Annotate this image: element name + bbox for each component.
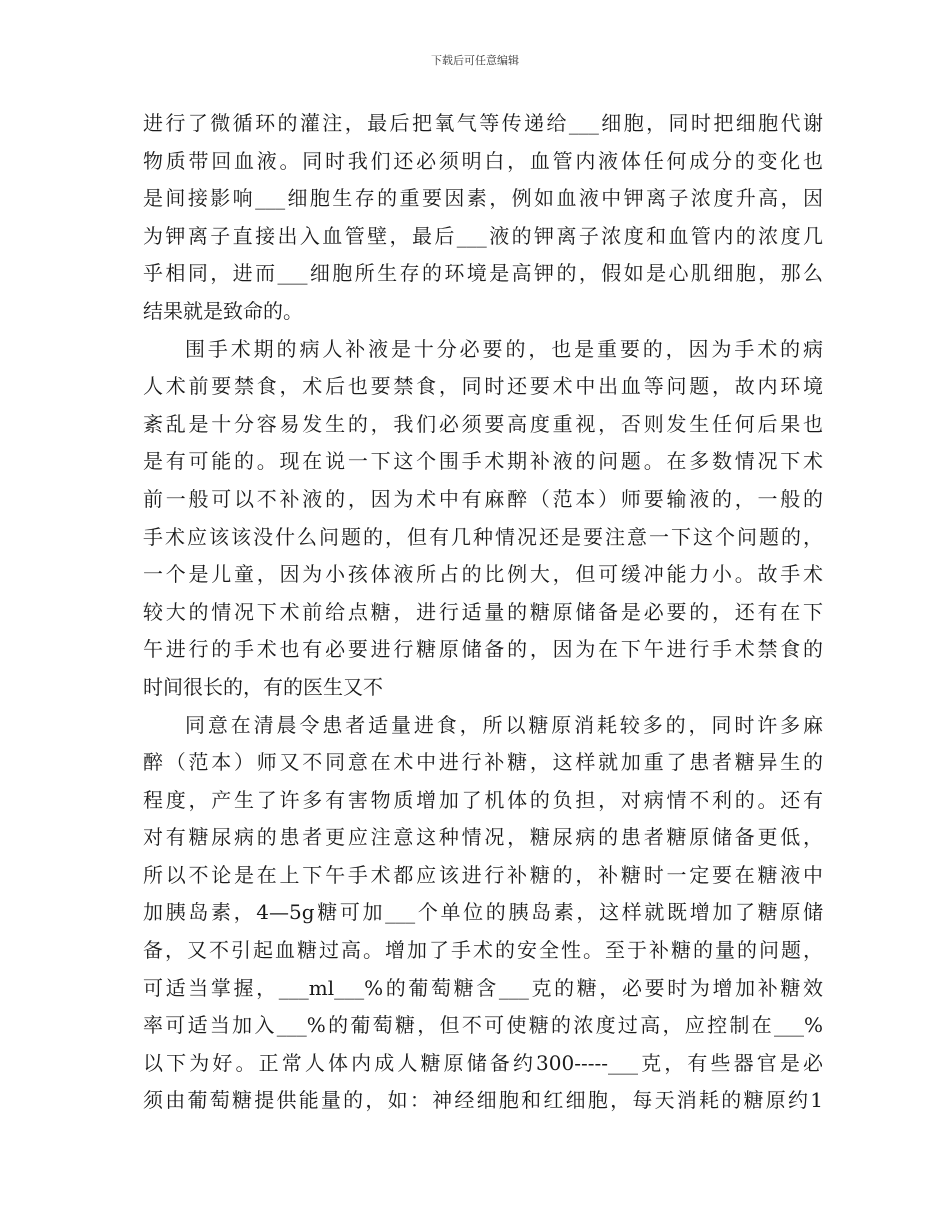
page-header: 下载后可任意编辑: [431, 54, 519, 67]
text-line: 前一般可以不补液的，因为术中有麻醉（范本）师要输液的，一般的: [143, 486, 823, 511]
text-line: 备，又不引起血糖过高。增加了手术的安全性。至于补糖的量的问题，: [143, 938, 823, 963]
text-line: 进行了微循环的灌注，最后把氧气等传递给___细胞，同时把细胞代谢: [143, 111, 823, 135]
text-line: 人术前要禁食，术后也要禁食，同时还要术中出血等问题，故内环境: [143, 374, 823, 399]
paragraph-1: [143, 105, 823, 331]
paragraph-2: [143, 331, 823, 707]
text-line: 物质带回血液。同时我们还必须明白，血管内液体任何成分的变化也: [143, 148, 823, 173]
text-line: 较大的情况下术前给点糖，进行适量的糖原储备是必要的，还有在下: [143, 599, 823, 624]
text-line: 程度，产生了许多有害物质增加了机体的负担，对病情不利的。还有: [143, 787, 823, 812]
text-line: 是有可能的。现在说一下这个围手术期补液的问题。在多数情况下术: [143, 449, 823, 474]
text-line: 是间接影响___细胞生存的重要因素，例如血液中钾离子浓度升高，因: [143, 186, 823, 211]
text-line: 手术应该该没什么问题的，但有几种情况还是要注意一下这个问题的，: [143, 524, 823, 549]
text-line: 以下为好。正常人体内成人糖原储备约300-----___克，有些器官是必: [143, 1050, 823, 1075]
text-line: 加胰岛素，4—5g糖可加___个单位的胰岛素，这样就既增加了糖原储: [143, 900, 823, 925]
text-line: 率可适当加入___%的葡萄糖，但不可使糖的浓度过高，应控制在___%: [143, 1013, 823, 1038]
text-line: 午进行的手术也有必要进行糖原储备的，因为在下午进行手术禁食的: [143, 637, 823, 662]
text-line: 对有糖尿病的患者更应注意这种情况，糖尿病的患者糖原储备更低，: [143, 825, 823, 850]
paragraph-3: [143, 707, 823, 1121]
text-line: 所以不论是在上下午手术都应该进行补糖的，补糖时一定要在糖液中: [143, 862, 823, 887]
text-line: 一个是儿童，因为小孩体液所占的比例大，但可缓冲能力小。故手术: [143, 562, 823, 587]
document-body: [143, 105, 823, 1120]
text-line: 时间很长的，有的医生又不: [143, 674, 383, 699]
text-line: 同意在清晨令患者适量进食，所以糖原消耗较多的，同时许多麻: [185, 712, 823, 737]
text-line: 乎相同，进而___细胞所生存的环境是高钾的，假如是心肌细胞，那么: [143, 261, 823, 286]
text-line: 须由葡萄糖提供能量的，如：神经细胞和红细胞，每天消耗的糖原约1: [143, 1088, 823, 1113]
text-line: 醉（范本）师又不同意在术中进行补糖，这样就加重了患者糖异生的: [143, 750, 823, 775]
text-line: 结果就是致命的。: [143, 298, 303, 323]
text-line: 可适当掌握，___ml___%的葡萄糖含___克的糖，必要时为增加补糖效: [143, 975, 823, 1000]
text-line: 围手术期的病人补液是十分必要的，也是重要的，因为手术的病: [185, 336, 823, 361]
text-line: 紊乱是十分容易发生的，我们必须要高度重视，否则发生任何后果也: [143, 411, 823, 436]
text-line: 为钾离子直接出入血管壁，最后___液的钾离子浓度和血管内的浓度几: [143, 223, 823, 248]
